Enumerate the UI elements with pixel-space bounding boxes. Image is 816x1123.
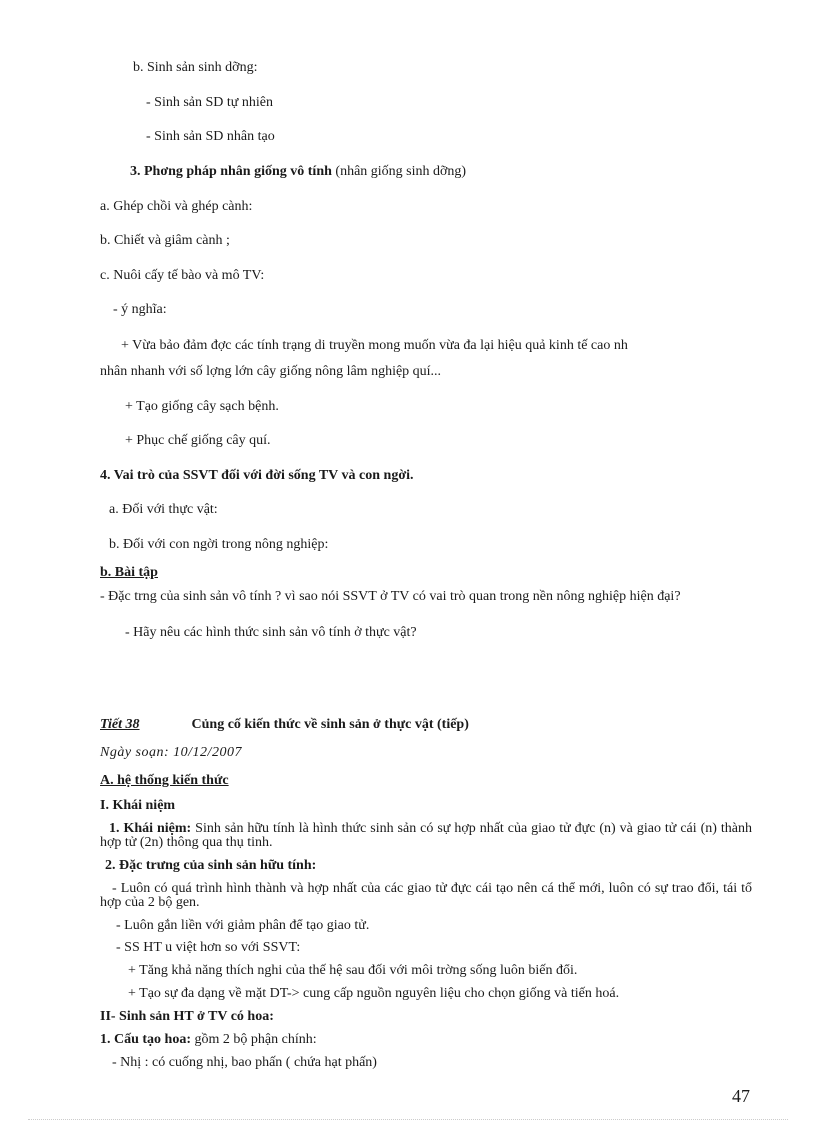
exercise-question: - Đặc trng của sinh sản vô tính ? vì sao nói SSVT ở TV có vai trò quan trong nền nông nghiệp hiện đại? xyxy=(100,589,681,604)
structure-text: gồm 2 bộ phận chính: xyxy=(191,1032,317,1047)
lesson-title: Củng cố kiến thức về sinh sản ở thực vật (tiếp) xyxy=(191,717,469,732)
list-item: a. Đối với thực vật: xyxy=(109,502,218,517)
list-item: + Tạo sự đa dạng về mặt DT-> cung cấp nguồn nguyên liệu cho chọn giống và tiến hoá. xyxy=(128,986,620,1001)
lesson-date: Ngày soạn: 10/12/2007 xyxy=(100,745,242,760)
list-item: - Luôn gắn liền với giảm phân để tạo giao tử. xyxy=(116,918,370,933)
list-item: c. Nuôi cấy tế bào và mô TV: xyxy=(100,268,265,283)
list-item: - SS HT u việt hơn so với SSVT: xyxy=(116,940,301,955)
list-item: - Nhị : có cuống nhị, bao phấn ( chứa hạt phấn) xyxy=(112,1055,377,1070)
feature-paragraph: - Luôn có quá trình hình thành và hợp nhất của các giao tử đực cái tạo nên cá thể mới, luôn có sự trao đổi, tái tổ hợp của 2 bộ gen. xyxy=(100,881,752,910)
part-ii-heading: II- Sinh sản HT ở TV có hoa: xyxy=(100,1009,274,1024)
list-item: a. Ghép chồi và ghép cành: xyxy=(100,199,253,214)
lesson-heading xyxy=(100,717,469,733)
section-4-heading: 4. Vai trò của SSVT đối với đời sống TV và con ngời. xyxy=(100,468,414,483)
sub-heading-vegetative-reproduction: b. Sinh sản sinh dỡng: xyxy=(133,60,258,75)
definition-text: Sinh sản hữu tính là hình thức sinh sản có sự hợp nhất của giao tử đực (n) và giao tử cái (n) thành hợp tử (2n) thông qua thụ tinh. xyxy=(100,821,753,850)
footer-divider xyxy=(28,1119,788,1120)
meaning-label: - ý nghĩa: xyxy=(113,302,167,317)
structure-label: 1. Cấu tạo hoa: xyxy=(100,1032,192,1047)
definition-paragraph xyxy=(100,822,752,850)
list-item: + Phục chế giống cây quí. xyxy=(125,433,271,448)
definition-label: 1. Khái niệm: xyxy=(109,821,192,836)
list-item: - Sinh sản SD nhân tạo xyxy=(146,129,275,144)
section-3-title: 3. Phơng pháp nhân giống vô tính xyxy=(130,164,332,179)
part-i-heading: I. Khái niệm xyxy=(100,798,176,813)
list-item: + Tạo giống cây sạch bệnh. xyxy=(125,399,279,414)
features-heading: 2. Đặc trưng của sinh sản hữu tính: xyxy=(105,858,317,873)
section-3-heading xyxy=(130,164,466,180)
meaning-line: nhân nhanh với số lợng lớn cây giống nông lâm nghiệp quí... xyxy=(100,364,442,379)
exercise-question: - Hãy nêu các hình thức sinh sản vô tính ở thực vật? xyxy=(125,625,417,640)
exercise-heading: b. Bài tập xyxy=(100,565,158,580)
section-3-suffix: (nhân giống sinh dỡng) xyxy=(331,164,467,179)
page-number: 47 xyxy=(732,1086,750,1106)
list-item: b. Đối với con ngời trong nông nghiệp: xyxy=(109,537,329,552)
structure-heading xyxy=(100,1032,317,1048)
part-a-heading: A. hệ thống kiến thức xyxy=(100,773,229,788)
lesson-number: Tiết 38 xyxy=(100,717,140,732)
list-item: - Sinh sản SD tự nhiên xyxy=(146,95,273,110)
list-item: b. Chiết và giâm cành ; xyxy=(100,233,230,248)
list-item: + Tăng khả năng thích nghi của thế hệ sau đối với môi trờng sống luôn biến đổi. xyxy=(128,963,578,978)
meaning-line: + Vừa bảo đảm đợc các tính trạng di truyền mong muốn vừa đa lại hiệu quả kinh tế cao nh xyxy=(121,338,628,353)
